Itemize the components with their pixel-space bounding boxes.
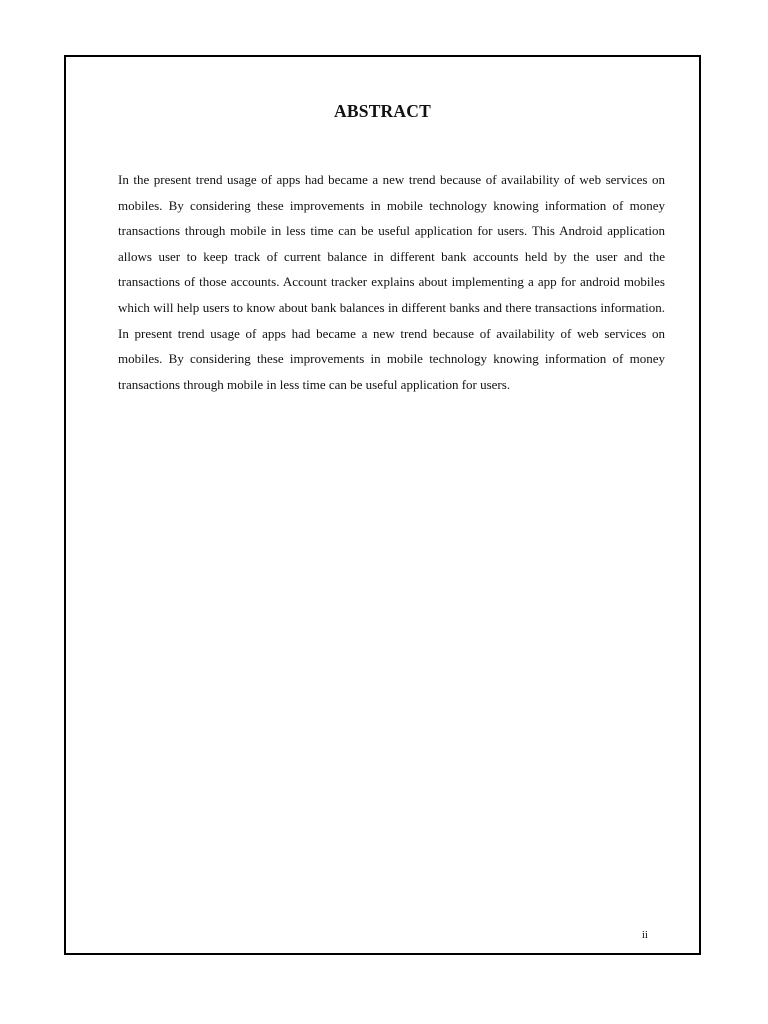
page-title: ABSTRACT [334,101,431,121]
abstract-paragraph: In the present trend usage of apps had became a new trend because of availability of web services on mobiles. By considering these improvements in mobile technology knowing information of money transactions through mobile in less time can be useful application for users. This Android application allows user to keep track of current balance in different bank accounts held by the user and the transactions of those accounts. Account tracker explains about implementing a app for android mobiles which will help users to know about bank balances in different banks and there transactions information. In present trend usage of apps had became a new trend because of availability of web services on mobiles. By considering these improvements in mobile technology knowing information of money transactions through mobile in less time can be useful application for users. [118,172,665,392]
page-number: ii [641,929,648,941]
page-border [64,55,701,955]
